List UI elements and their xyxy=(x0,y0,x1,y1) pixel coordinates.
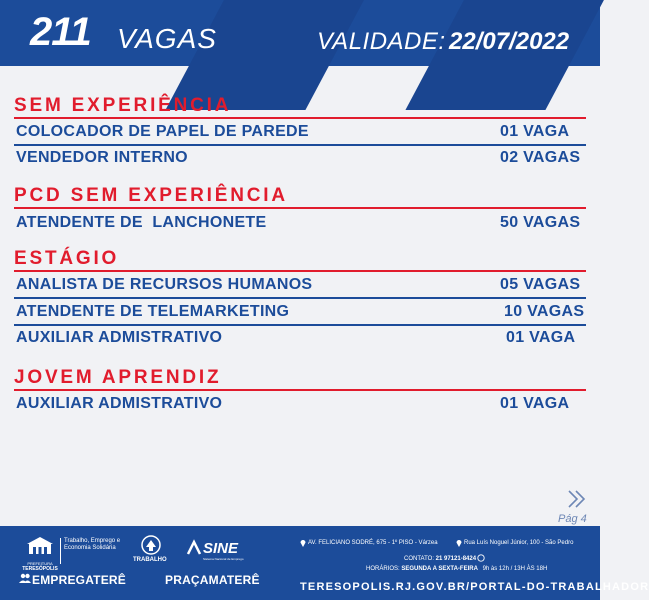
job-quantity: 02 VAGAS xyxy=(500,149,581,166)
job-quantity: 01 VAGA xyxy=(500,123,570,140)
job-row xyxy=(14,149,586,169)
section-divider xyxy=(14,117,586,119)
city-crest-icon xyxy=(23,536,57,556)
job-title: ATENDENTE DE TELEMARKETING xyxy=(16,303,290,320)
secretaria-label: Trabalho, Emprego e Economia Solidária xyxy=(64,538,121,551)
row-divider xyxy=(14,324,586,326)
sine-label: SINE xyxy=(203,540,239,557)
job-quantity: 05 VAGAS xyxy=(500,276,581,293)
section-title-sem-experiencia: SEM EXPERIÊNCIA xyxy=(14,95,232,116)
prefeitura-logo xyxy=(20,536,60,573)
job-title: ANALISTA DE RECURSOS HUMANOS xyxy=(16,276,313,293)
job-quantity: 01 VAGA xyxy=(506,329,576,346)
people-icon xyxy=(19,572,31,584)
validity-label: VALIDADE: xyxy=(317,28,446,55)
prefeitura-label: PREFEITURA xyxy=(27,561,53,566)
contact-label: CONTATO: xyxy=(404,556,434,562)
trabalho-emblem-icon xyxy=(140,534,162,556)
job-row xyxy=(14,276,586,296)
contact-phone[interactable]: 21 97121-8424 xyxy=(435,556,477,562)
section-title-estagio: ESTÁGIO xyxy=(14,248,120,269)
job-title: VENDEDOR INTERNO xyxy=(16,149,188,166)
vacancy-count: 211 xyxy=(30,10,91,54)
footer xyxy=(0,526,649,600)
header-bar xyxy=(0,0,600,66)
section-divider xyxy=(14,389,586,391)
location-pin-icon xyxy=(456,539,462,547)
double-chevron-right-icon[interactable] xyxy=(566,489,588,509)
job-row xyxy=(14,214,586,234)
contact-line xyxy=(404,556,476,562)
hours-time: 9h às 12h / 13H ÀS 18H xyxy=(482,566,548,572)
portal-url[interactable]: TERESOPOLIS.RJ.GOV.BR/PORTAL-DO-TRABALHADOR xyxy=(300,581,649,593)
job-title: AUXILIAR ADMISTRATIVO xyxy=(16,329,223,346)
location-pin-icon xyxy=(300,539,306,547)
whatsapp-icon xyxy=(477,554,485,562)
job-row xyxy=(14,329,586,349)
hours-label: HORÁRIOS: xyxy=(366,566,400,572)
job-row xyxy=(14,303,586,323)
empregatere-label: EMPREGATERÊ xyxy=(32,573,126,587)
section-title-jovem-aprendiz: JOVEM APRENDIZ xyxy=(14,367,222,388)
job-row xyxy=(14,123,586,143)
trabalho-label: TRABALHO xyxy=(133,557,167,563)
logo-divider xyxy=(60,538,61,564)
job-row xyxy=(14,395,586,415)
job-listing xyxy=(0,66,600,526)
address-primary: AV. FELICIANO SODRÉ, 675 - 1º PISO - Várzea xyxy=(308,540,438,546)
job-quantity: 50 VAGAS xyxy=(500,214,581,231)
job-title: ATENDENTE DE LANCHONETE xyxy=(16,214,267,231)
validity-date: 22/07/2022 xyxy=(449,28,570,55)
job-title: AUXILIAR ADMISTRATIVO xyxy=(16,395,223,412)
pracamatere-label: PRAÇAMATERÊ xyxy=(165,573,260,587)
sine-subtitle: Sistema Nacional de Emprego xyxy=(203,557,244,561)
job-quantity: 01 VAGA xyxy=(500,395,570,412)
section-divider xyxy=(14,270,586,272)
hours-line xyxy=(366,566,547,572)
hours-days: SEGUNDA A SEXTA-FEIRA xyxy=(401,566,478,572)
row-divider xyxy=(14,144,586,146)
sine-logo-icon xyxy=(186,540,202,556)
address-secondary: Rua Luís Noguel Júnior, 100 - São Pedro xyxy=(464,540,574,546)
page-number: Pág 4 xyxy=(558,513,587,525)
job-quantity: 10 VAGAS xyxy=(504,303,585,320)
city-label: TERESÓPOLIS xyxy=(22,566,58,572)
row-divider xyxy=(14,297,586,299)
section-divider xyxy=(14,207,586,209)
job-title: COLOCADOR DE PAPEL DE PAREDE xyxy=(16,123,309,140)
section-title-pcd: PCD SEM EXPERIÊNCIA xyxy=(14,185,288,206)
vacancy-word: VAGAS xyxy=(117,23,217,54)
